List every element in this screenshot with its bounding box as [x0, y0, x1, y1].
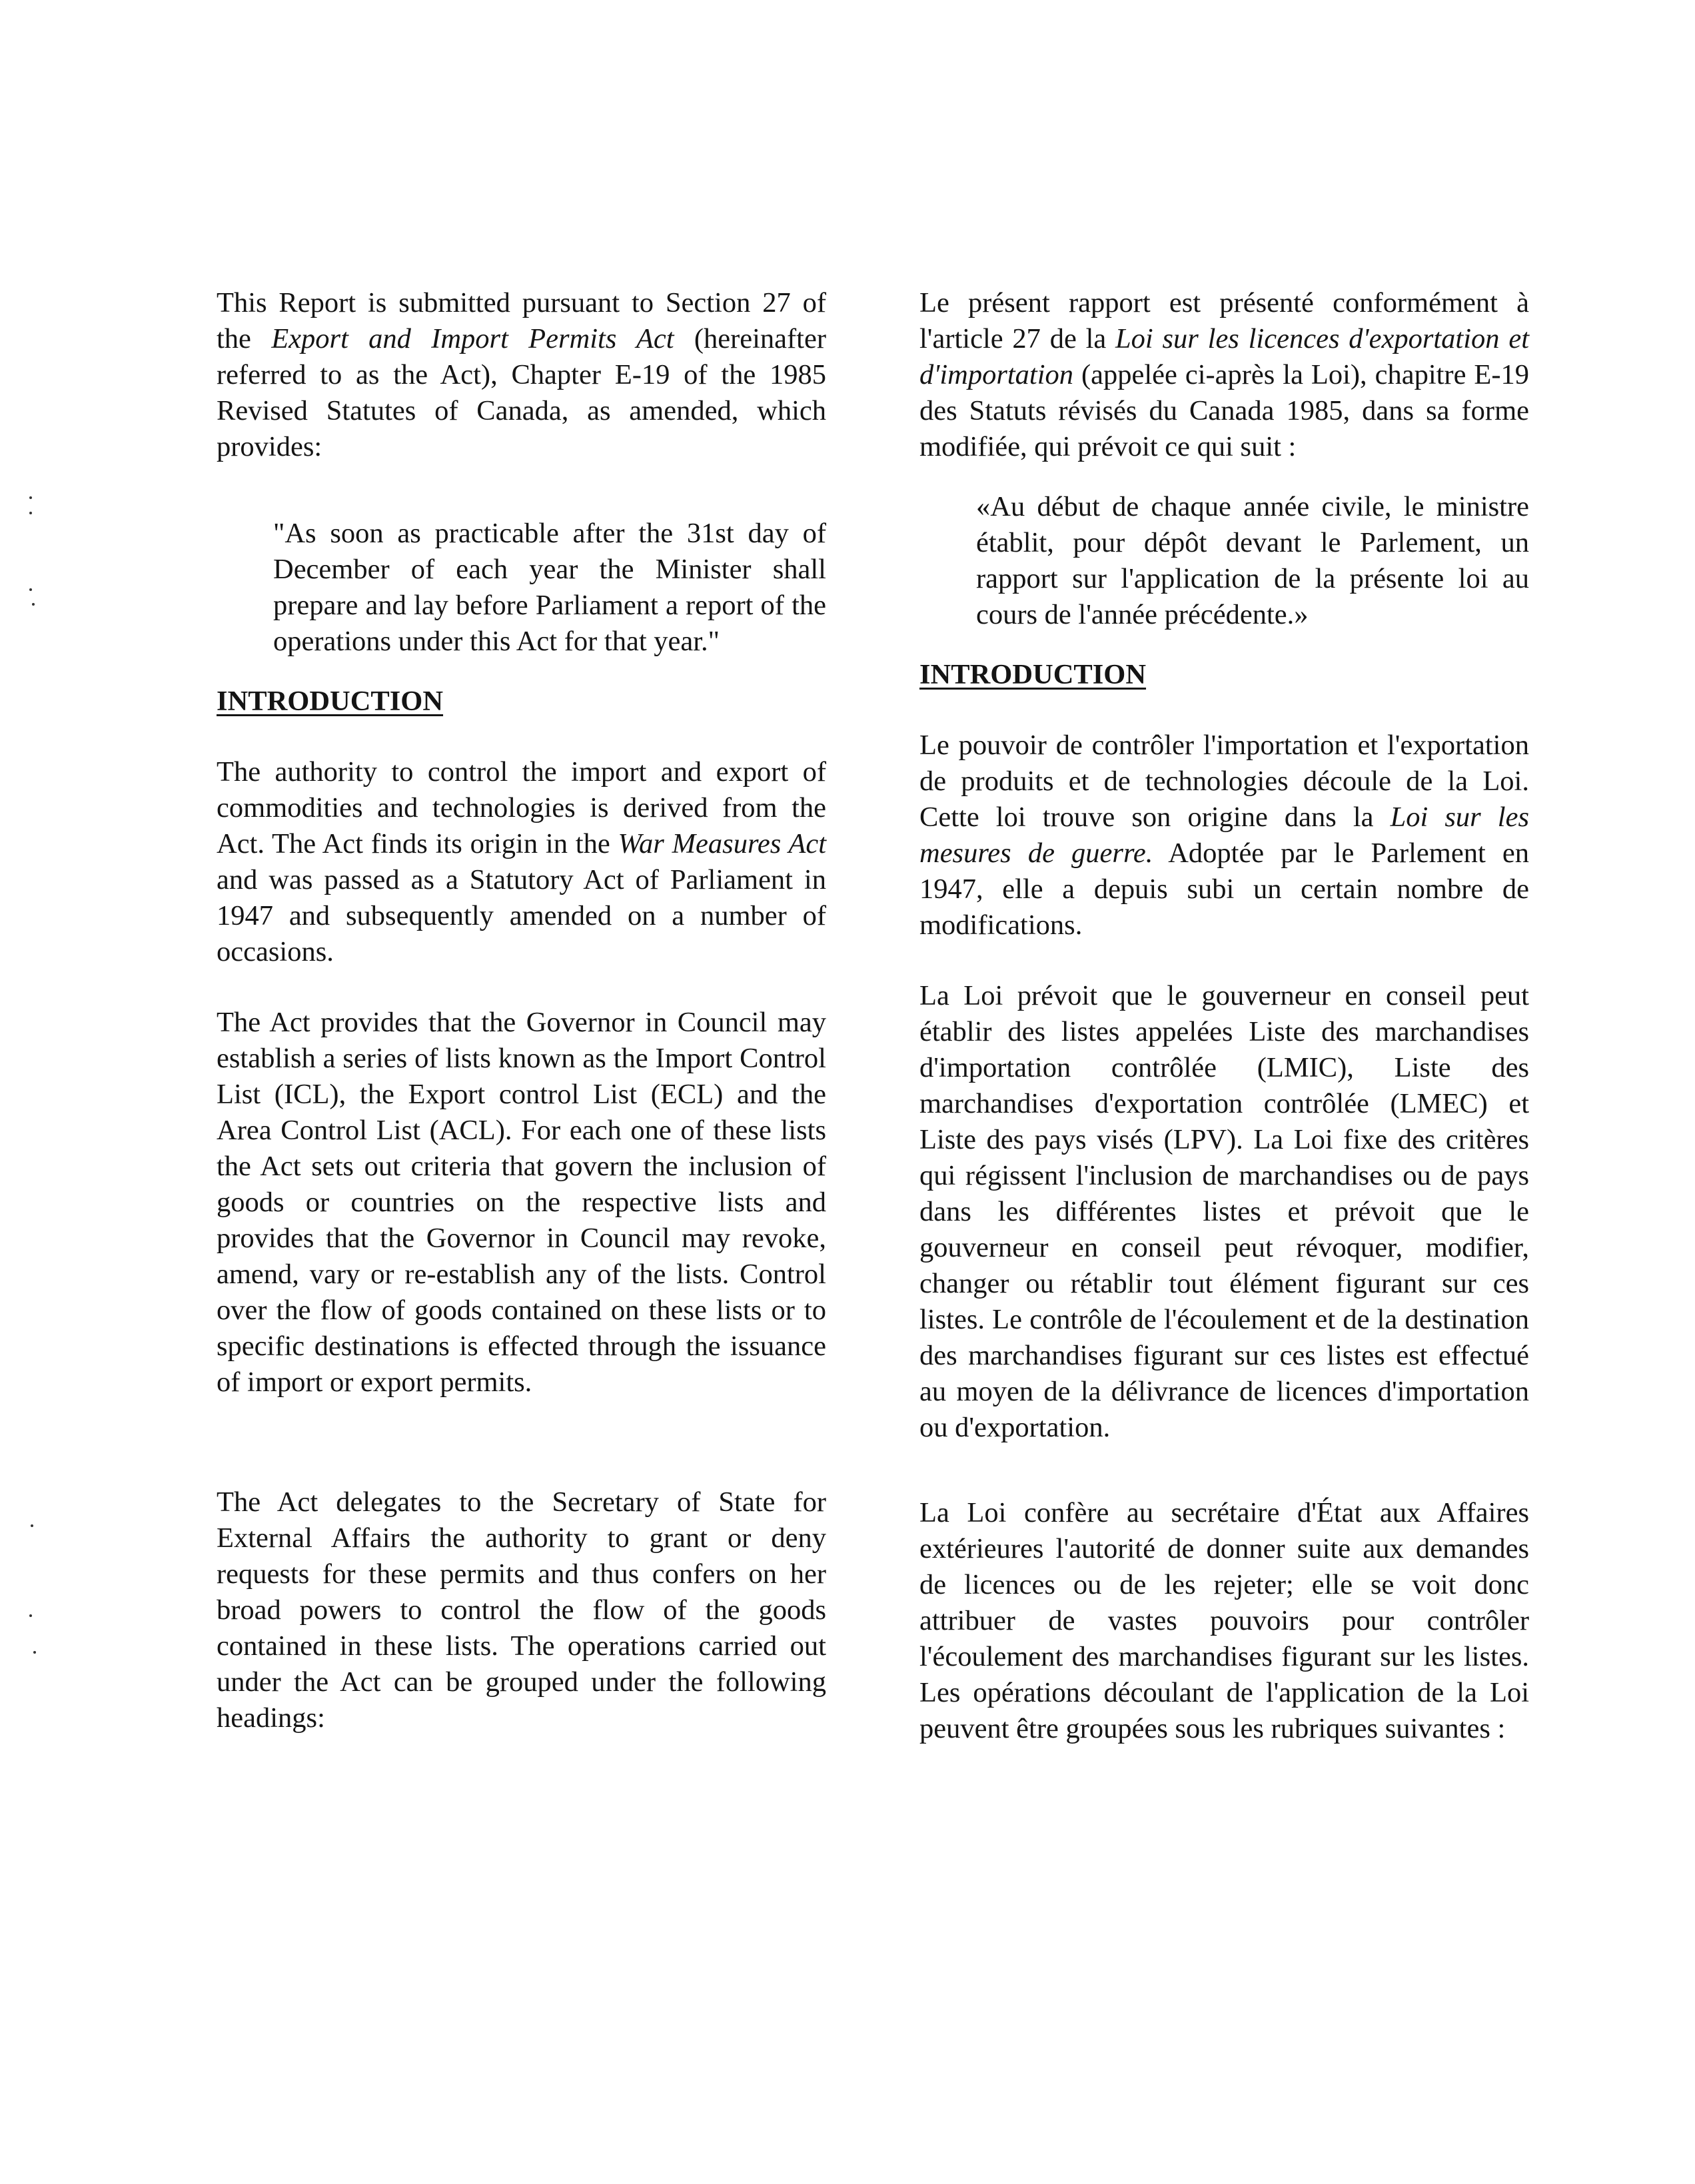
- introduction-heading: INTRODUCTION: [217, 686, 444, 717]
- delegation-paragraph: La Loi confère au secrétaire d'État aux Affaires extérieures l'autorité de donner suite aux demandes de licences ou de les rejeter; elle se voit donc attribuer de vastes pouvoirs pour contrôler l'écoulement des marchandises figurant sur les listes. Les opérations découlant de l'application de la Loi peuvent être groupées sous les rubriques suivantes :: [919, 1497, 1529, 1744]
- control-lists-paragraph: The Act provides that the Governor in Council may establish a series of lists known as the Import Control List (ICL), the Export control List (ECL) and the Area Control List (ACL). For each one of these lists the Act sets out criteria that govern the inclusion of goods or countries on the respective lists and provides that the Governor in Council may revoke, amend, vary or re-establish any of the lists. Control over the flow of goods contained on these lists or to specific destinations is effected through the issuance of import or export permits.: [217, 1007, 826, 1398]
- delegation-paragraph: The Act delegates to the Secretary of State for External Affairs the authority to grant or deny requests for these permits and thus confers on her broad powers to control the flow of the goods contained in these lists. The operations carried out under the Act can be grouped under the following headings:: [217, 1486, 826, 1734]
- act-title: Loi sur les licences d'exportation et d'importation: [919, 323, 1529, 390]
- act-title: Loi sur les mesures de guerre.: [919, 802, 1529, 869]
- scan-speck: [31, 1524, 33, 1527]
- english-column: [217, 285, 826, 1736]
- scan-speck: [32, 603, 35, 606]
- authority-paragraph: The authority to control the import and export of commodities and technologies is derived from the Act. The Act finds its origin in the War Measures Act and was passed as a Statutory Act of Parliament in 1947 and subsequently amended on a number of occasions.: [217, 756, 826, 967]
- scan-speck: [29, 1614, 32, 1617]
- scan-speck: [29, 512, 32, 514]
- authority-paragraph: Le pouvoir de contrôler l'importation et l'exportation de produits et de technologies découle de la Loi. Cette loi trouve son origine dans la Loi sur les mesures de guerre. Adoptée par le Parlement en 1947, elle a depuis subi un certain nombre de modifications.: [919, 730, 1529, 941]
- scan-speck: [29, 588, 32, 591]
- scan-speck: [29, 496, 32, 499]
- statute-quote: «Au début de chaque année civile, le ministre établit, pour dépôt devant le Parlement, un rapport sur l'application de la présente loi au cours de l'année précédente.»: [976, 491, 1529, 630]
- scan-speck: [33, 1651, 36, 1654]
- control-lists-paragraph: La Loi prévoit que le gouverneur en conseil peut établir des listes appelées Liste des marchandises d'importation contrôlée (LMIC), Liste des marchandises d'exportation contrôlée (LMEC) et Liste des pays visés (LPV). La Loi fixe des critères qui régissent l'inclusion de marchandises ou de pays dans les différentes listes et prévoit que le gouverneur en conseil peut révoquer, modifier, changer ou rétablir tout élément figurant sur ces listes. Le contrôle de l'écoulement et de la destination des marchandises figurant sur ces listes est effectué au moyen de la délivrance de licences d'importation ou d'exportation.: [919, 980, 1529, 1443]
- report-intro-paragraph: Le présent rapport est présenté conformément à l'article 27 de la Loi sur les licences d'exportation et d'importation (appelée ci-après la Loi), chapitre E-19 des Statuts révisés du Canada 1985, dans sa forme modifiée, qui prévoit ce qui suit :: [919, 287, 1529, 462]
- act-title: War Measures Act: [618, 828, 826, 859]
- act-title: Export and Import Permits Act: [271, 323, 674, 354]
- report-intro-paragraph: This Report is submitted pursuant to Section 27 of the Export and Import Permits Act (hereinafter referred to as the Act), Chapter E-19 of the 1985 Revised Statutes of Canada, as amended, which provides:: [217, 287, 826, 462]
- french-column: [919, 285, 1529, 1747]
- statute-quote: "As soon as practicable after the 31st day of December of each year the Minister shall prepare and lay before Parliament a report of the operations under this Act for that year.": [273, 518, 826, 657]
- introduction-heading: INTRODUCTION: [919, 659, 1147, 690]
